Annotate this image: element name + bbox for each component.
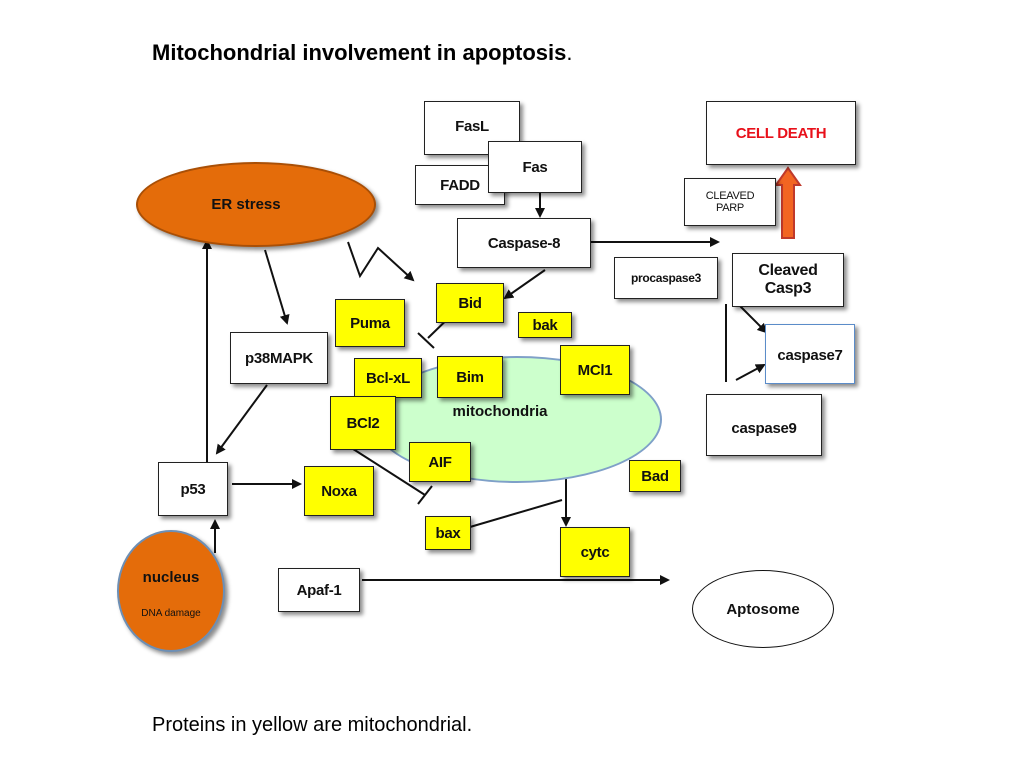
cell-death-arrow bbox=[776, 168, 800, 238]
arrow-p38-p53 bbox=[217, 385, 267, 453]
cytc-label: cytc bbox=[580, 543, 610, 561]
caspase7-label: caspase7 bbox=[777, 347, 843, 364]
bcl-xl-node bbox=[354, 358, 422, 398]
p53-label: p53 bbox=[180, 480, 206, 498]
cell-death-label: CELL DEATH bbox=[735, 124, 827, 142]
bid-label: Bid bbox=[458, 294, 482, 312]
er-stress-label: ER stress bbox=[211, 196, 281, 213]
dna-damage-label: DNA damage bbox=[141, 608, 201, 619]
caspase9-node bbox=[706, 394, 822, 456]
puma-node bbox=[335, 299, 405, 347]
bcl-xl-label: Bcl-xL bbox=[365, 369, 411, 387]
title-text: Mitochondrial involvement in apoptosis bbox=[152, 40, 567, 65]
procaspase3-node bbox=[614, 257, 718, 299]
bim-label: Bim bbox=[456, 368, 484, 386]
cleaved-parp-label-2: PARP bbox=[716, 202, 744, 214]
cell-death-node bbox=[706, 101, 856, 165]
aif-node bbox=[409, 442, 471, 482]
fasl-label: FasL bbox=[455, 117, 489, 135]
arrow-erstress-bid bbox=[348, 242, 413, 280]
nucleus-label: nucleus bbox=[142, 569, 200, 586]
aif-label: AIF bbox=[428, 453, 452, 471]
er-stress-node bbox=[136, 162, 376, 247]
bak-label: bak bbox=[532, 316, 558, 334]
fadd-label: FADD bbox=[440, 176, 480, 194]
apaf1-label: Apaf-1 bbox=[296, 581, 342, 599]
p38mapk-node bbox=[230, 332, 328, 384]
title-period: . bbox=[566, 40, 573, 65]
procaspase3-label: procaspase3 bbox=[630, 271, 702, 285]
caspase7-node bbox=[765, 324, 855, 384]
mitochondria-label: mitochondria bbox=[452, 403, 548, 420]
arrow-caspase8-bid bbox=[505, 270, 545, 298]
p38mapk-label: p38MAPK bbox=[245, 349, 313, 367]
bax-node bbox=[425, 516, 471, 550]
mcl1-label: MCl1 bbox=[577, 361, 613, 379]
fas-label: Fas bbox=[522, 158, 548, 176]
fas-node bbox=[488, 141, 582, 193]
cleaved-parp-node bbox=[684, 178, 776, 226]
aptosome-label: Aptosome bbox=[726, 600, 800, 618]
cleaved-parp-label-1: CLEAVED bbox=[705, 190, 755, 202]
bak-node bbox=[518, 312, 572, 338]
bad-node bbox=[629, 460, 681, 492]
cleaved-casp3-label-2: Casp3 bbox=[764, 280, 812, 297]
apaf1-node bbox=[278, 568, 360, 612]
nucleus-node bbox=[117, 530, 225, 652]
caspase8-node bbox=[457, 218, 591, 268]
arrow-casp3-casp7 bbox=[740, 306, 766, 332]
bid-node bbox=[436, 283, 504, 323]
bcl2-label: BCl2 bbox=[346, 414, 380, 432]
bad-label: Bad bbox=[641, 467, 669, 485]
noxa-label: Noxa bbox=[321, 482, 357, 500]
bcl2-node bbox=[330, 396, 396, 450]
puma-label: Puma bbox=[350, 314, 390, 332]
caption: Proteins in yellow are mitochondrial. bbox=[152, 714, 473, 736]
noxa-node bbox=[304, 466, 374, 516]
mcl1-node bbox=[560, 345, 630, 395]
cytc-node bbox=[560, 527, 630, 577]
arrow-casp9-casp7 bbox=[736, 365, 764, 380]
caspase8-label: Caspase-8 bbox=[487, 234, 561, 252]
bax-label: bax bbox=[435, 524, 461, 542]
arrow-bax-mito bbox=[470, 500, 562, 527]
aptosome-node bbox=[692, 570, 834, 648]
cleaved-casp3-node bbox=[732, 253, 844, 307]
bim-node bbox=[437, 356, 503, 398]
caspase9-label: caspase9 bbox=[731, 419, 797, 437]
inhibit-bcl2-bar bbox=[418, 486, 432, 504]
p53-node bbox=[158, 462, 228, 516]
cleaved-casp3-label-1: Cleaved bbox=[758, 262, 818, 279]
arrow-erstress-p38 bbox=[265, 250, 287, 323]
